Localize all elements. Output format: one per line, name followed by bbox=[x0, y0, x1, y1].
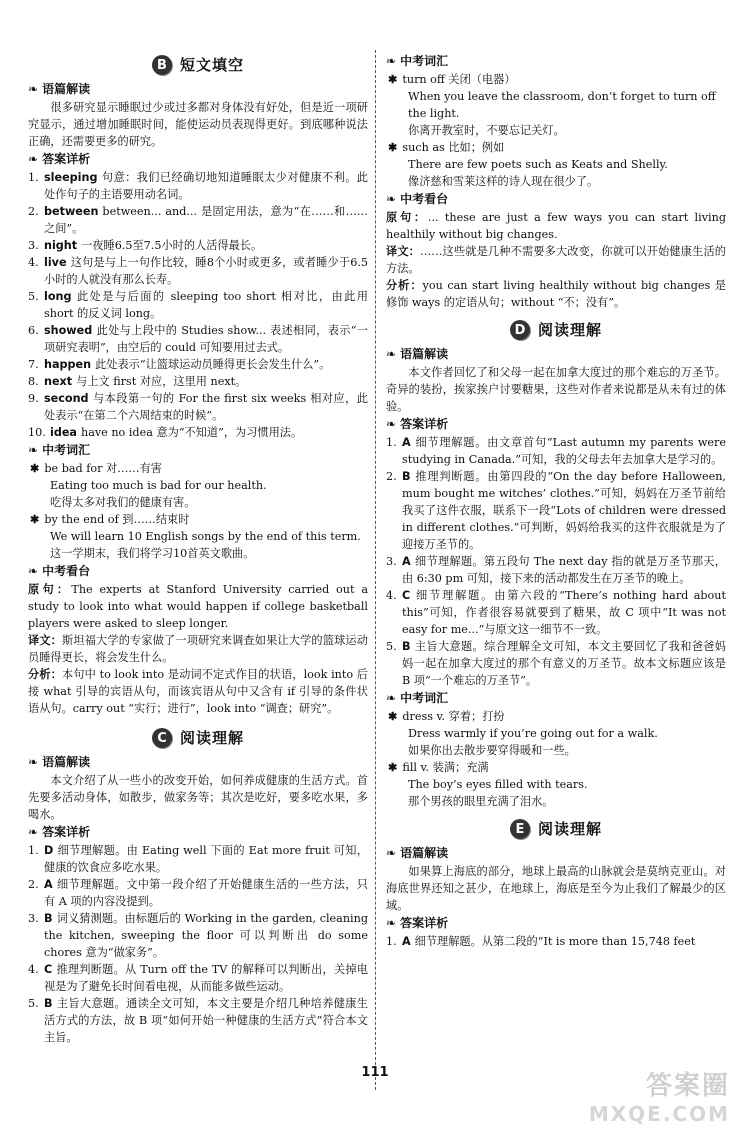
answer-item: 4. C 推理判断题。从 Turn off the TV 的解释可以判断出，关掉电视是为了避免长时间看电视，从而能多做些运动。 bbox=[28, 963, 368, 993]
kantai-translation: 译文：……这些就是几种不需要多大改变，你就可以开始健康生活的方法。 bbox=[386, 245, 726, 275]
asterisk-icon: ✱ bbox=[388, 760, 398, 774]
section-badge: D bbox=[510, 320, 530, 340]
section-badge: C bbox=[152, 728, 172, 748]
kantai-translation: 译文：斯坦福大学的专家做了一项研究来调查如果让大学的篮球运动员睡得更长，将会发生什么。 bbox=[28, 634, 368, 664]
subheading: ❧ 语篇解读 bbox=[28, 82, 91, 96]
answer-item: 10. idea have no idea 意为“不知道”，为习惯用法。 bbox=[28, 426, 303, 439]
subheading: ❧ 中考词汇 bbox=[386, 691, 449, 705]
leaf-icon: ❧ bbox=[386, 417, 397, 431]
kantai-analysis: 分析：本句中 to look into 是动词不定式作目的状语，look into 后接 what 引导的宾语从句，而该宾语从句中又含有 if 引导的条件状语从句。carry out “实行；进行”，look into “调查；研究”。 bbox=[28, 668, 368, 715]
answer-item: 7. happen 此处表示“让篮球运动员睡得更长会发生什么”。 bbox=[28, 358, 331, 371]
kantai-original: 原句：... these are just a few ways you can start living healthily without big changes. bbox=[386, 211, 726, 241]
answer-item: 3. A 细节理解题。第五段句 The next day 指的就是万圣节那天，由 6:30 pm 可知，接下来的活动都发生在万圣节的晚上。 bbox=[386, 555, 726, 585]
leaf-icon: ❧ bbox=[28, 443, 39, 457]
section-d-title bbox=[386, 319, 726, 341]
answer-item: 8. next 与上文 first 对应，这里用 next。 bbox=[28, 375, 247, 388]
leaf-icon: ❧ bbox=[28, 755, 39, 769]
leaf-icon: ❧ bbox=[28, 82, 39, 96]
asterisk-icon: ✱ bbox=[388, 140, 398, 154]
answer-item: 4. live 这句是与上一句作比较，睡8个小时或更多，或者睡少于6.5小时的人就没有那么长寿。 bbox=[28, 256, 368, 286]
answer-item: 1. A 细节理解题。从第二段的“It is more than 15,748 feet bbox=[386, 935, 696, 948]
answer-item: 2. between between... and... 是固定用法，意为“在……和……之间”。 bbox=[28, 205, 368, 235]
kantai-original: 原句：The experts at Stanford University carried out a study to look into what would happen if college basketball players were asked to sleep longer. bbox=[28, 583, 368, 630]
answer-item: 5. B 主旨大意题。通读全文可知，本文主要是介绍几种培养健康生活方式的方法，故 B 项“如何开始一种健康的生活方式”符合本文主旨。 bbox=[28, 997, 368, 1044]
section-badge: B bbox=[152, 55, 172, 75]
leaf-icon: ❧ bbox=[386, 347, 397, 361]
answer-item: 1. sleeping 句意：我们已经确切地知道睡眠太少对健康不利。此处作句子的主语要用动名词。 bbox=[28, 171, 368, 201]
subheading: ❧ 答案详析 bbox=[386, 417, 449, 431]
asterisk-icon: ✱ bbox=[30, 461, 40, 475]
answer-item: 5. long 此处是与后面的 sleeping too short 相对比，由此用 short 的反义词 long。 bbox=[28, 290, 368, 320]
right-column bbox=[386, 52, 726, 950]
vocab-entry: ✱ such as 比如；例如 There are few poets such as Keats and Shelly. 像济慈和雪莱这样的诗人现在很少了。 bbox=[388, 140, 668, 188]
answer-item: 1. D 细节理解题。由 Eating well 下面的 Eat more fruit 可知，健康的饮食应多吃水果。 bbox=[28, 844, 368, 874]
leaf-icon: ❧ bbox=[386, 691, 397, 705]
leaf-icon: ❧ bbox=[28, 152, 39, 166]
asterisk-icon: ✱ bbox=[30, 512, 40, 526]
vocab-entry: ✱ turn off 关闭（电器） When you leave the classroom, don’t forget to turn off the light. 你离开教室时，不要忘记关灯。 bbox=[388, 72, 716, 137]
leaf-icon: ❧ bbox=[28, 564, 39, 578]
leaf-icon: ❧ bbox=[386, 192, 397, 206]
asterisk-icon: ✱ bbox=[388, 709, 398, 723]
subheading: ❧ 中考看台 bbox=[28, 564, 91, 578]
summary-text: 很多研究显示睡眠过少或过多都对身体没有好处，但是近一项研究显示，通过增加睡眠时间，能使运动员表现得更好。到底哪种说法正确，还需要更多的研究。 bbox=[28, 101, 368, 148]
vocab-entry: ✱ dress v. 穿着；打扮 Dress warmly if you’re going out for a walk. 如果你出去散步要穿得暖和一些。 bbox=[388, 709, 658, 757]
section-name: 阅读理解 bbox=[537, 320, 602, 339]
kantai-analysis: 分析：you can start living healthily without big changes 是修饰 ways 的定语从句；without “不；没有”。 bbox=[386, 279, 726, 309]
section-c-title bbox=[28, 727, 368, 749]
answer-item: 2. B 推理判断题。由第四段的“On the day before Halloween, mum bought me witches’ clothes.”可知，妈妈在万圣节前给我买了这件衣服，联系下一段“Lots of children were dressed in different clothes.”可判断，妈妈给我买的这件衣服就是为了迎接万圣节的。 bbox=[386, 470, 726, 551]
section-name: 阅读理解 bbox=[179, 728, 244, 747]
subheading: ❧ 中考词汇 bbox=[28, 443, 91, 457]
subheading: ❧ 语篇解读 bbox=[386, 846, 449, 860]
subheading: ❧ 答案详析 bbox=[28, 152, 91, 166]
left-column bbox=[28, 52, 368, 1046]
leaf-icon: ❧ bbox=[28, 825, 39, 839]
section-b-title bbox=[28, 54, 368, 76]
subheading: ❧ 答案详析 bbox=[28, 825, 91, 839]
answer-item: 3. B 词义猜测题。由标题后的 Working in the garden, cleaning the kitchen, sweeping the floor 可以判断出 do some chores 意为“做家务”。 bbox=[28, 912, 368, 959]
answer-item: 9. second 与本段第一句的 For the first six weeks 相对应，此处表示“在第二个六周结束的时候”。 bbox=[28, 392, 368, 422]
leaf-icon: ❧ bbox=[386, 846, 397, 860]
vocab-entry: ✱ fill v. 装满；充满 The boy’s eyes filled with tears. 那个男孩的眼里充满了泪水。 bbox=[388, 760, 588, 808]
answer-item: 1. A 细节理解题。由文章首句“Last autumn my parents were studying in Canada.”可知，我的父母去年去加拿大是学习的。 bbox=[386, 436, 726, 466]
answer-item: 4. C 细节理解题。由第六段的“There’s nothing hard about this”可知，作者很容易就要到了糖果，故 C 项中“It was not easy for me...”与原文这一细节不一致。 bbox=[386, 589, 726, 636]
section-name: 短文填空 bbox=[179, 55, 244, 74]
site-watermark: 答案圈 MXQE.COM bbox=[588, 1071, 730, 1126]
column-divider bbox=[375, 50, 376, 1090]
asterisk-icon: ✱ bbox=[388, 72, 398, 86]
section-e-title bbox=[386, 818, 726, 840]
section-name: 阅读理解 bbox=[537, 819, 602, 838]
summary-text: 如果算上海底的部分，地球上最高的山脉就会是莫纳克亚山。对海底世界还知之甚少，在地球上，海底是至今为止我们了解最少的区域。 bbox=[386, 865, 726, 912]
vocab-entry: ✱ be bad for 对……有害 Eating too much is bad for our health. 吃得太多对我们的健康有害。 bbox=[30, 461, 267, 509]
summary-text: 本文介绍了从一些小的改变开始，如何养成健康的生活方式。首先要多活动身体，如散步，做家务等；其次是吃好，要多吃水果，多喝水。 bbox=[28, 774, 368, 821]
subheading: ❧ 中考看台 bbox=[386, 192, 449, 206]
section-badge: E bbox=[510, 819, 530, 839]
summary-text: 本文作者回忆了和父母一起在加拿大度过的那个难忘的万圣节。奇异的装扮，挨家挨户讨要糖果，这些对作者来说都是从未有过的体验。 bbox=[386, 366, 726, 413]
subheading: ❧ 语篇解读 bbox=[386, 347, 449, 361]
leaf-icon: ❧ bbox=[386, 916, 397, 930]
answer-item: 5. B 主旨大意题。综合理解全文可知，本文主要回忆了我和爸爸妈妈一起在加拿大度过的那个有意义的万圣节。故本文标题应该是 B 项“一个难忘的万圣节”。 bbox=[386, 640, 726, 687]
subheading: ❧ 中考词汇 bbox=[386, 54, 449, 68]
answer-item: 2. A 细节理解题。文中第一段介绍了开始健康生活的一些方法，只有 A 项的内容没提到。 bbox=[28, 878, 368, 908]
answer-item: 3. night 一夜睡6.5至7.5小时的人活得最长。 bbox=[28, 239, 263, 252]
page-number: 111 bbox=[361, 1065, 389, 1080]
subheading: ❧ 答案详析 bbox=[386, 916, 449, 930]
vocab-entry: ✱ by the end of 到……结束时 We will learn 10 English songs by the end of this term. 这一学期末，我们将学习10首英文歌曲。 bbox=[30, 512, 361, 560]
subheading: ❧ 语篇解读 bbox=[28, 755, 91, 769]
answer-item: 6. showed 此处与上段中的 Studies show... 表述相同，表示“一项研究表明”，由空后的 could 可知要用过去式。 bbox=[28, 324, 368, 354]
leaf-icon: ❧ bbox=[386, 54, 397, 68]
